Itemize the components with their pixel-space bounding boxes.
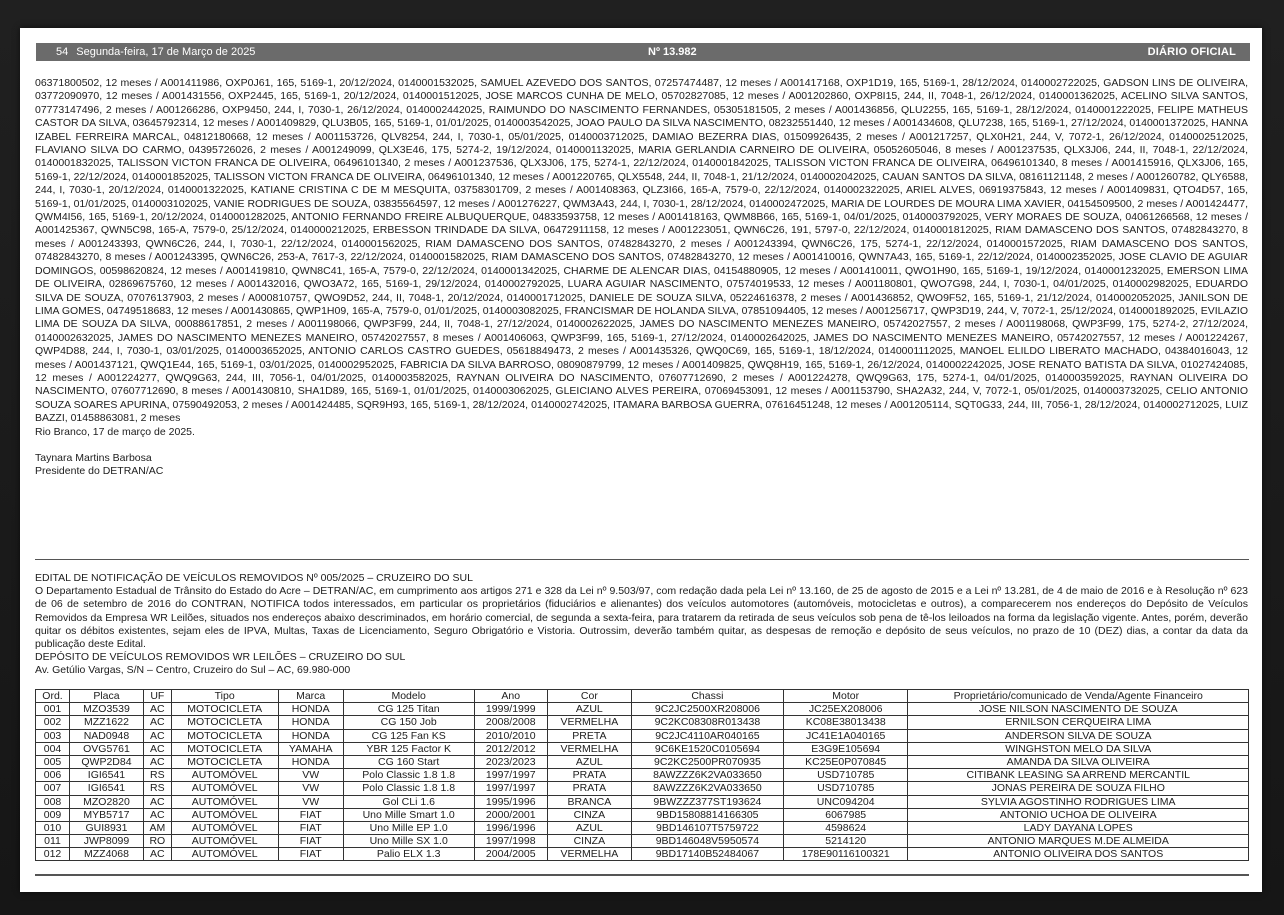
table-cell: 012	[36, 848, 70, 861]
table-cell: USD710785	[783, 782, 908, 795]
table-cell: CINZA	[547, 835, 631, 848]
table-cell: YAMAHA	[278, 742, 343, 755]
table-cell: Uno Mille Smart 1.0	[343, 808, 474, 821]
table-cell: AUTOMÓVEL	[171, 808, 278, 821]
table-cell: 9BD17140B52484067	[631, 848, 783, 861]
table-cell: MOTOCICLETA	[171, 729, 278, 742]
table-cell: VERMELHA	[547, 848, 631, 861]
table-cell: BRANCA	[547, 795, 631, 808]
table-cell: 8AWZZZ6K2VA033650	[631, 769, 783, 782]
column-header: Cor	[547, 690, 631, 703]
table-cell: VW	[278, 782, 343, 795]
table-cell: Uno Mille SX 1.0	[343, 835, 474, 848]
table-row	[36, 742, 1249, 755]
table-row	[36, 729, 1249, 742]
table-cell: MOTOCICLETA	[171, 755, 278, 768]
table-cell: MYB5717	[70, 808, 144, 821]
edital-title: EDITAL DE NOTIFICAÇÃO DE VEÍCULOS REMOVIDOS Nº 005/2025 – CRUZEIRO DO SUL	[35, 572, 473, 584]
table-cell: AC	[143, 716, 171, 729]
table-cell: AC	[143, 848, 171, 861]
column-header: Modelo	[343, 690, 474, 703]
table-cell: AC	[143, 755, 171, 768]
table-row	[36, 821, 1249, 834]
table-cell: HONDA	[278, 755, 343, 768]
table-cell: MZZ4068	[70, 848, 144, 861]
table-cell: 001	[36, 703, 70, 716]
table-cell: Uno Mille EP 1.0	[343, 821, 474, 834]
table-row	[36, 782, 1249, 795]
page-header-bar	[36, 43, 1250, 61]
table-cell: 010	[36, 821, 70, 834]
table-cell: 009	[36, 808, 70, 821]
header-left	[36, 43, 596, 61]
table-cell: MOTOCICLETA	[171, 703, 278, 716]
issue-number: Nº 13.982	[648, 46, 697, 58]
table-cell: JC41E1A040165	[783, 729, 908, 742]
table-row	[36, 716, 1249, 729]
table-cell: 9C2JC2500XR208006	[631, 703, 783, 716]
table-cell: PRETA	[547, 729, 631, 742]
table-cell: UNC094204	[783, 795, 908, 808]
table-header-row	[36, 690, 1249, 703]
table-cell: GUI8931	[70, 821, 144, 834]
table-cell: AUTOMÓVEL	[171, 782, 278, 795]
table-cell: ERNILSON CERQUEIRA LIMA	[908, 716, 1249, 729]
section-divider	[35, 559, 1249, 560]
edital-section	[35, 572, 1248, 678]
table-cell: Polo Classic 1.8 1.8	[343, 769, 474, 782]
table-cell: AUTOMÓVEL	[171, 769, 278, 782]
table-cell: FIAT	[278, 821, 343, 834]
table-cell: AUTOMÓVEL	[171, 835, 278, 848]
table-cell: ANTONIO OLIVEIRA DOS SANTOS	[908, 848, 1249, 861]
table-cell: 1999/1999	[474, 703, 547, 716]
column-header: Marca	[278, 690, 343, 703]
column-header: Motor	[783, 690, 908, 703]
table-cell: AZUL	[547, 703, 631, 716]
column-header: Ano	[474, 690, 547, 703]
table-cell: USD710785	[783, 769, 908, 782]
table-row	[36, 848, 1249, 861]
table-cell: NAD0948	[70, 729, 144, 742]
table-cell: 9BD146048V5950574	[631, 835, 783, 848]
table-cell: 2000/2001	[474, 808, 547, 821]
place-date: Rio Branco, 17 de março de 2025.	[35, 425, 195, 438]
table-cell: HONDA	[278, 703, 343, 716]
table-cell: VW	[278, 769, 343, 782]
table-row	[36, 835, 1249, 848]
signer-role: Presidente do DETRAN/AC	[35, 465, 164, 478]
table-cell: CINZA	[547, 808, 631, 821]
table-cell: 9C2JC4110AR040165	[631, 729, 783, 742]
table-cell: ANDERSON SILVA DE SOUZA	[908, 729, 1249, 742]
table-row	[36, 808, 1249, 821]
column-header: Chassi	[631, 690, 783, 703]
table-cell: JC25EX208006	[783, 703, 908, 716]
table-cell: CG 125 Fan KS	[343, 729, 474, 742]
table-cell: PRATA	[547, 782, 631, 795]
vehicles-table	[35, 689, 1249, 861]
table-cell: AUTOMÓVEL	[171, 848, 278, 861]
table-cell: 1997/1997	[474, 782, 547, 795]
notice-body	[35, 77, 1248, 479]
table-cell: VERMELHA	[547, 716, 631, 729]
table-cell: 9BD146107T5759722	[631, 821, 783, 834]
table-cell: 005	[36, 755, 70, 768]
column-header: Ord.	[36, 690, 70, 703]
table-cell: FIAT	[278, 848, 343, 861]
table-body	[36, 703, 1249, 861]
edital-text: O Departamento Estadual de Trânsito do Estado do Acre – DETRAN/AC, em cumprimento aos artigos 271 e 328 da Lei nº 9.503/97, com redação dada pela Lei nº 13.160, de 25 de agosto de 2015 e a Lei nº 13.281, de 4 de maio de 2016 e à Resolução nº 623 de 06 de setembro de 2016 do CONTRAN, NOTIFICA todos interessados, em particular os proprietários (fiduciários e alienantes) dos veículos automotores (automóveis, motocicletas e outros), a comparecerem nos endereços do Depósito de Veículos Removidos da Empresa WR Leilões, situados nos endereços abaixo descriminados, em horário comercial, de segunda a sexta-feira, para tratarem da retirada de seus veículos sob pena de tê-los leiloados na forma da legislação vigente. Antes, porém, deverão quitar os débitos existentes, sejam eles de IPVA, Multas, Taxas de Licenciamento, Seguro Obrigatório e Vistoria. Outrossim, deverão também quitar, as despesas de remoção e depósito de seus veículos, no prazo de 10 (DEZ) dias, a contar da data da publicação deste Edital.	[35, 585, 1248, 651]
table-cell: 1996/1996	[474, 821, 547, 834]
table-row	[36, 703, 1249, 716]
table-cell: 006	[36, 769, 70, 782]
table-cell: VW	[278, 795, 343, 808]
table-cell: RS	[143, 782, 171, 795]
table-cell: 9BD15808814166305	[631, 808, 783, 821]
table-cell: AC	[143, 729, 171, 742]
notice-list-text: 06371800502, 12 meses / A001411986, OXP0J61, 165, 5169-1, 20/12/2024, 0140001532025, SAMUEL AZEVEDO DOS SANTOS, 07257474487, 12 meses / A001417168, OXP1D19, 165, 5169-1, 28/12/2024, 0140002722025, GADSON LINS DE OLIVEIRA, 03772090970, 12 meses / A001431556, OXP2445, 165, 5169-1, 20/12/2024, 0140001512025, JOSE MARCOS CUNHA DE MELO, 05702827085, 12 meses / A001202860, OXP8I15, 244, II, 7048-1, 26/12/2024, 0140001362025, ACELINO SILVA SANTOS, 07773147496, 2 meses / A001266286, OXP9450, 244, I, 7030-1, 26/12/2024, 0140002442025, RAIMUNDO DO NASCIMENTO FERNANDES, 05305181505, 2 meses / A001436856, QLU2255, 165, 5169-1, 28/12/2024, 0140001222025, FELIPE MATHEUS CASTOR DA SILVA, 03645792314, 12 meses / A001409829, QLU3B05, 165, 5169-1, 01/01/2025, 0140003542025, JOAO PAULO DA SILVA NASCIMENTO, 08232551440, 12 meses / A001434608, QLU7238, 165, 5169-1, 27/12/2024, 0140001372025, HANNA IZABEL FERREIRA MARCAL, 04812180668, 12 meses / A001153726, QLV8254, 244, I, 7030-1, 05/01/2025, 0140003712025, DAMIAO BEZERRA DIAS, 01509926435, 2 meses / A001217257, QLX0H21, 244, V, 7072-1, 26/12/2024, 0140002512025, FLAVIANO SILVA DO CARMO, 04395726026, 2 meses / A001249099, QLX3E46, 175, 5274-2, 19/12/2024, 0140001132025, MARIA GERLANDIA CARNEIRO DE OLIVEIRA, 05052605046, 8 meses / A001237535, QLX3J06, 244, II, 7048-1, 22/12/2024, 0140001832025, TALISSON VICTON FRANCA DE OLIVEIRA, 06496101340, 2 meses / A001237536, QLX3J06, 175, 5274-1, 22/12/2024, 0140001842025, TALISSON VICTON FRANCA DE OLIVEIRA, 06496101340, 8 meses / A001415916, QLX3J06, 165, 5169-1, 22/12/2024, 0140001852025, TALISSON VICTON FRANCA DE OLIVEIRA, 06496101340, 12 meses / A001220765, QLX5548, 244, II, 7048-1, 21/12/2024, 0140002042025, CAUAN SANTOS DA SILVA, 08161121148, 2 meses / A001260782, QLY6588, 244, I, 7030-1, 20/12/2024, 0140001322025, KATIANE CRISTINA C DE M MESQUITA, 03758301709, 2 meses / A001408363, QLZ3I66, 165-A, 7579-0, 22/12/2024, 0140002322025, ARIEL ALVES, 06919375843, 12 meses / A001409831, QTO4D57, 165, 5169-1, 01/01/2025, 0140003102025, VANIE RODRIGUES DE SOUZA, 03835564597, 12 meses / A001276227, QWM3A43, 244, I, 7030-1, 28/12/2024, 0140002472025, MARIA DE LOURDES DE MOURA LIMA XAVIER, 04154509500, 2 meses / A001424477, QWM4I56, 165, 5169-1, 20/12/2024, 0140001282025, ANTONIO FERNANDO FREIRE ALBUQUERQUE, 04833593758, 12 meses / A001418163, QWM8B66, 165, 5169-1, 04/01/2025, 0140003792025, VERY MORAES DE SOUZA, 04061266568, 12 meses / A001425367, QWN5C98, 165-A, 7579-0, 25/12/2024, 0140000212025, ERBESSON TRINDADE DA SILVA, 06472911158, 12 meses / A001223051, QWN6C26, 191, 5797-0, 22/12/2024, 0140001812025, RIAM DAMASCENO DOS SANTOS, 07482843270, 8 meses / A001243393, QWN6C26, 244, I, 7030-1, 22/12/2024, 0140001562025, RIAM DAMASCENO DOS SANTOS, 07482843270, 2 meses / A001243394, QWN6C26, 175, 5274-1, 22/12/2024, 0140001572025, RIAM DAMASCENO DOS SANTOS, 07482843270, 8 meses / A001243395, QWN6C26, 253-A, 7617-3, 22/12/2024, 0140001582025, RIAM DAMASCENO DOS SANTOS, 07482843270, 12 meses / A001410016, QWN7A43, 165, 5169-1, 22/12/2024, 0140002352025, JOSE CLAVIO DE AGUIAR DOMINGOS, 00598620824, 12 meses / A001419810, QWN8C41, 165-A, 7579-0, 22/12/2024, 0140001342025, CHARME DE ALENCAR DIAS, 04154880905, 12 meses / A001410011, QWO1H90, 165, 5169-1, 19/12/2024, 0140001232025, EMERSON LIMA DE OLIVEIRA, 02869675760, 12 meses / A001432016, QWO3A72, 165, 5169-1, 29/12/2024, 0140002792025, LUARA AGUIAR NASCIMENTO, 07574019533, 12 meses / A001180801, QWO7G98, 244, I, 7030-1, 04/01/2025, 0140002982025, EDUARDO SILVA DE SOUZA, 07076137903, 2 meses / A000810757, QWO9D52, 244, II, 7048-1, 20/12/2024, 0140001712025, DANIELE DE SOUZA SILVA, 05224616378, 2 meses / A001436852, QWO9F52, 165, 5169-1, 21/12/2024, 0140002052025, JANILSON DE LIMA GOMES, 04749518683, 12 meses / A001430865, QWP1H09, 165-A, 7579-0, 01/01/2025, 0140003082025, FRANCISMAR DE HOLANDA SILVA, 07851094405, 12 meses / A001256717, QWP3D19, 244, V, 7072-1, 25/12/2024, 0140001892025, EVILAZIO LIMA DE SOUZA DA SILVA, 00088617851, 2 meses / A001198066, QWP3F99, 244, II, 7048-1, 27/12/2024, 0140002622025, JAMES DO NASCIMENTO MENEZES MANEIRO, 05742027557, 2 meses / A001198068, QWP3F99, 175, 5274-2, 27/12/2024, 0140002632025, JAMES DO NASCIMENTO MENEZES MANEIRO, 05742027557, 8 meses / A001406063, QWP3F99, 165, 5169-1, 27/12/2024, 0140002642025, JAMES DO NASCIMENTO MENEZES MANEIRO, 05742027557, 12 meses / A001224267, QWP4D88, 244, I, 7030-1, 03/01/2025, 0140003652025, ANTONIO CARLOS CASTRO GUEDES, 05618849473, 2 meses / A001435326, QWQ0C69, 165, 5169-1, 18/12/2024, 0140001112025, MANOEL ELILDO LIBERATO MACHADO, 04384016043, 12 meses / A001437121, QWQ1E44, 165, 5169-1, 03/01/2025, 0140002952025, FABRICIA DA SILVA BARROSO, 08090879799, 12 meses / A001409825, QWQ8H19, 165, 5169-1, 26/12/2024, 0140002242025, JOSE RENATO BATISTA DA SILVA, 01027424085, 12 meses / A001224277, QWQ9G63, 244, III, 7056-1, 04/01/2025, 0140003582025, RAYNAN OLIVEIRA DO NASCIMENTO, 07607712690, 2 meses / A001224278, QWQ9G63, 175, 5274-1, 04/01/2025, 0140003592025, RAYNAN OLIVEIRA DO NASCIMENTO, 07607712690, 8 meses / A001430810, SHA1D89, 165, 5169-1, 01/01/2025, 0140003062025, GLEICIANO ALVES PEREIRA, 07069453091, 12 meses / A001153790, SHA2A32, 244, V, 7072-1, 05/01/2025, 0140003732025, CELIO ANTONIO SOUZA SOARES APURINA, 07590492053, 2 meses / A001424485, SQR9H93, 165, 5169-1, 28/12/2024, 0140002742025, ITAMARA BARBOSA GUERRA, 07616451248, 12 meses / A001205114, SQT0G33, 244, III, 7056-1, 28/12/2024, 0140002712025, LUIZ BAZZI, 01458863081, 2 meses	[35, 77, 1248, 425]
table-cell: MOTOCICLETA	[171, 742, 278, 755]
table-cell: 4598624	[783, 821, 908, 834]
table-cell: JWP8099	[70, 835, 144, 848]
table-cell: Palio ELX 1.3	[343, 848, 474, 861]
table-cell: ANTONIO MARQUES M.DE ALMEIDA	[908, 835, 1249, 848]
table-cell: FIAT	[278, 835, 343, 848]
table-row	[36, 795, 1249, 808]
table-cell: AUTOMÓVEL	[171, 795, 278, 808]
table-cell: 6067985	[783, 808, 908, 821]
table-cell: 9C2KC2500PR070935	[631, 755, 783, 768]
column-header: Tipo	[171, 690, 278, 703]
table-cell: MZO2820	[70, 795, 144, 808]
table-cell: 008	[36, 795, 70, 808]
table-cell: AC	[143, 703, 171, 716]
page-number: 54	[56, 46, 69, 58]
table-cell: 1997/1998	[474, 835, 547, 848]
column-header: Proprietário/comunicado de Venda/Agente Financeiro	[908, 690, 1249, 703]
table-cell: 011	[36, 835, 70, 848]
table-cell: IGI6541	[70, 769, 144, 782]
table-cell: 9C2KC08308R013438	[631, 716, 783, 729]
table-cell: CG 125 Titan	[343, 703, 474, 716]
table-cell: 9C6KE1520C0105694	[631, 742, 783, 755]
table-cell: LADY DAYANA LOPES	[908, 821, 1249, 834]
bottom-divider	[35, 874, 1249, 876]
table-cell: RS	[143, 769, 171, 782]
table-cell: IGI6541	[70, 782, 144, 795]
table-cell: PRATA	[547, 769, 631, 782]
table-cell: AM	[143, 821, 171, 834]
table-cell: 1995/1996	[474, 795, 547, 808]
table-cell: OVG5761	[70, 742, 144, 755]
column-header: UF	[143, 690, 171, 703]
table-cell: 2012/2012	[474, 742, 547, 755]
table-cell: WINGHSTON MELO DA SILVA	[908, 742, 1249, 755]
table-cell: HONDA	[278, 716, 343, 729]
table-cell: CG 150 Job	[343, 716, 474, 729]
table-cell: 8AWZZZ6K2VA033650	[631, 782, 783, 795]
table-cell: CITIBANK LEASING SA ARREND MERCANTIL	[908, 769, 1249, 782]
deposit-address: Av. Getúlio Vargas, S/N – Centro, Cruzeiro do Sul – AC, 69.980-000	[35, 664, 351, 677]
table-cell: 003	[36, 729, 70, 742]
table-cell: Gol CLi 1.6	[343, 795, 474, 808]
table-cell: RO	[143, 835, 171, 848]
table-cell: JONAS PEREIRA DE SOUZA FILHO	[908, 782, 1249, 795]
table-cell: CG 160 Start	[343, 755, 474, 768]
table-cell: AZUL	[547, 755, 631, 768]
table-cell: AUTOMÓVEL	[171, 821, 278, 834]
table-cell: QWP2D84	[70, 755, 144, 768]
table-cell: 004	[36, 742, 70, 755]
table-cell: KC08E38013438	[783, 716, 908, 729]
table-row	[36, 769, 1249, 782]
publication-name: DIÁRIO OFICIAL	[1147, 46, 1236, 58]
table-cell: 1997/1997	[474, 769, 547, 782]
table-cell: HONDA	[278, 729, 343, 742]
table-cell: 2023/2023	[474, 755, 547, 768]
column-header: Placa	[70, 690, 144, 703]
table-cell: 2004/2005	[474, 848, 547, 861]
table-cell: KC25E0P070845	[783, 755, 908, 768]
table-cell: 178E90116100321	[783, 848, 908, 861]
table-row	[36, 755, 1249, 768]
table-cell: 9BWZZZ377ST193624	[631, 795, 783, 808]
table-cell: AC	[143, 795, 171, 808]
publication-date: Segunda-feira, 17 de Março de 2025	[76, 46, 256, 58]
table-cell: AC	[143, 808, 171, 821]
table-cell: 2008/2008	[474, 716, 547, 729]
table-cell: 2010/2010	[474, 729, 547, 742]
table-cell: ANTONIO UCHOA DE OLIVEIRA	[908, 808, 1249, 821]
table-cell: JOSE NILSON NASCIMENTO DE SOUZA	[908, 703, 1249, 716]
signer-name: Taynara Martins Barbosa	[35, 451, 152, 464]
table-cell: FIAT	[278, 808, 343, 821]
table-cell: YBR 125 Factor K	[343, 742, 474, 755]
table-cell: SYLVIA AGOSTINHO RODRIGUES LIMA	[908, 795, 1249, 808]
table-cell: E3G9E105694	[783, 742, 908, 755]
table-cell: MZZ1622	[70, 716, 144, 729]
table-cell: 002	[36, 716, 70, 729]
table-cell: VERMELHA	[547, 742, 631, 755]
table-cell: AMANDA DA SILVA OLIVEIRA	[908, 755, 1249, 768]
table-cell: 5214120	[783, 835, 908, 848]
deposit-name: DEPÓSITO DE VEÍCULOS REMOVIDOS WR LEILÕES – CRUZEIRO DO SUL	[35, 651, 406, 664]
newspaper-page	[20, 28, 1262, 892]
table-cell: MOTOCICLETA	[171, 716, 278, 729]
table-cell: AZUL	[547, 821, 631, 834]
table-cell: AC	[143, 742, 171, 755]
table-cell: 007	[36, 782, 70, 795]
table-cell: MZO3539	[70, 703, 144, 716]
table-cell: Polo Classic 1.8 1.8	[343, 782, 474, 795]
